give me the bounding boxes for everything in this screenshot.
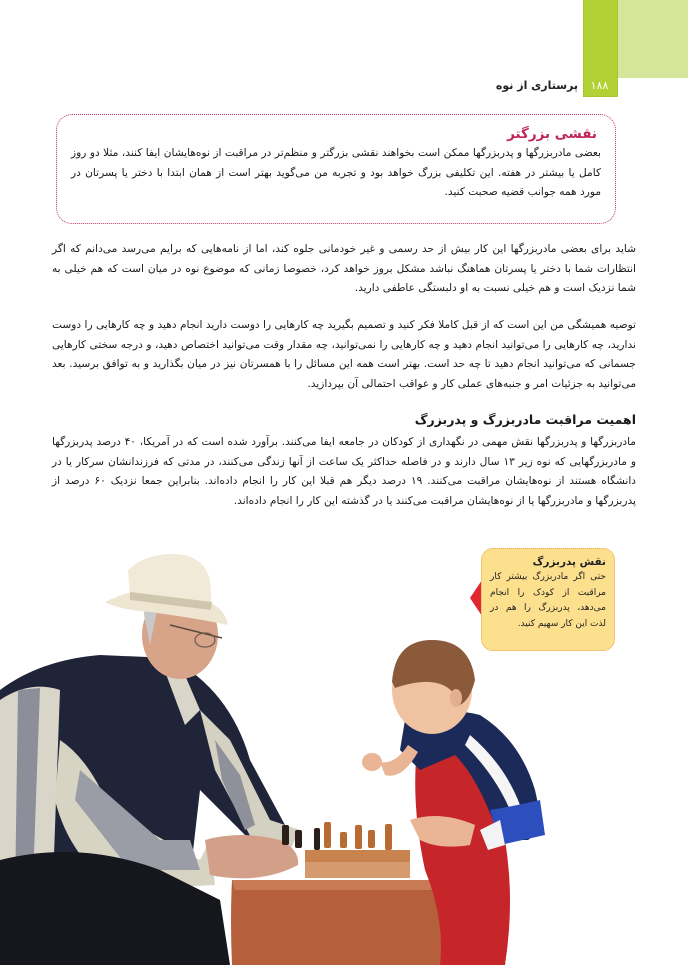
- section-paragraph: مادربزرگها و پدربزرگها نقش مهمی در نگهداری از کودکان در جامعه ایفا می‌کنند. برآورد شده است که در آمریکا، ۴۰ درصد پدربزرگها و مادربزرگهایی که نوه زیر ۱۳ سال دارند و در فاصله حداکثر یک ساعت از آنها زندگی می‌کنند، در مدتی که فرزندانشان سرکار یا در دانشگاه هستند از نوه‌هایشان مراقبت می‌کنند. ۱۹ درصد دیگر هم قبلا این کار را انجام داده‌اند. بنابراین جمعا نزدیک ۶۰ درصد از پدربزرگها و مادربزرگها یا از نوه‌هایشان مراقبت می‌کنند یا در گذشته این کار را انجام داده‌اند.: [52, 436, 636, 507]
- page-number: ۱۸۸: [590, 79, 609, 92]
- callout-title: نقش پدربزرگ: [532, 556, 606, 568]
- chess-board: [282, 822, 410, 878]
- table: [231, 880, 459, 965]
- info-box-body: بعضی مادربزرگها و پدربزرگها ممکن است بخواهند نقشی بزرگتر و منظم‌تر در مراقبت از نوه‌هایشان ایفا کنند، مثلا دو روز کامل یا بیشتر در هفته. این تکلیفی بزرگ خواهد بود و تجربه من می‌گوید بهتر است از همان ابتدا با دختر یا پسرتان در مورد همه جوانب قضیه صحبت کنید.: [71, 147, 601, 198]
- info-box: [56, 114, 616, 224]
- paragraph: توصیه همیشگی من این است که از قبل کاملا فکر کنید و تصمیم بگیرید چه کارهایی را دوست دارید انجام دهید و چه کارهایی را دوست ندارید، چه کارهایی را می‌توانید انجام دهید و چه کارهایی را نمی‌توانید، چه مقدار وقت می‌توانید اختصاص دهید، و درجه سختی کارهایی جسمانی که می‌توانید انجام دهید تا چه حد است. بهتر است همه این مسائل را با همسرتان نیز در میان بگذارید و به توافق برسید. بعد می‌توانید به جزئیات امر و جنبه‌های عملی کار و عواقب احتمالی آن بپردازید.: [52, 319, 636, 390]
- header-decoration-block: [616, 0, 688, 78]
- callout-body: حتی اگر مادربزرگ بیشتر کار مراقبت از کودک را انجام می‌دهد، پدربزرگ را هم در لذت این کار سهیم کنید.: [490, 572, 606, 629]
- info-box-title: نقشی بزرگتر: [507, 126, 597, 142]
- section-heading: اهمیت مراقبت مادربزرگ و پدربزرگ: [414, 412, 636, 427]
- callout-box: [481, 548, 615, 651]
- paragraph: شاید برای بعضی مادربزرگها این کار بیش از حد رسمی و غیر خودمانی جلوه کند، اما از نامه‌هایی که برایم می‌رسد می‌دانم که اگر انتظارات شما با دختر یا پسرتان هماهنگ نباشد مشکل بروز خواهد کرد، خصوصا زمانی که موضوع نوه در میان است که هم خیلی به شما نزدیک است و هم خیلی نسبت به او دلبستگی عاطفی دارید.: [52, 243, 636, 294]
- chapter-title: پرستاری از نوه: [495, 79, 578, 92]
